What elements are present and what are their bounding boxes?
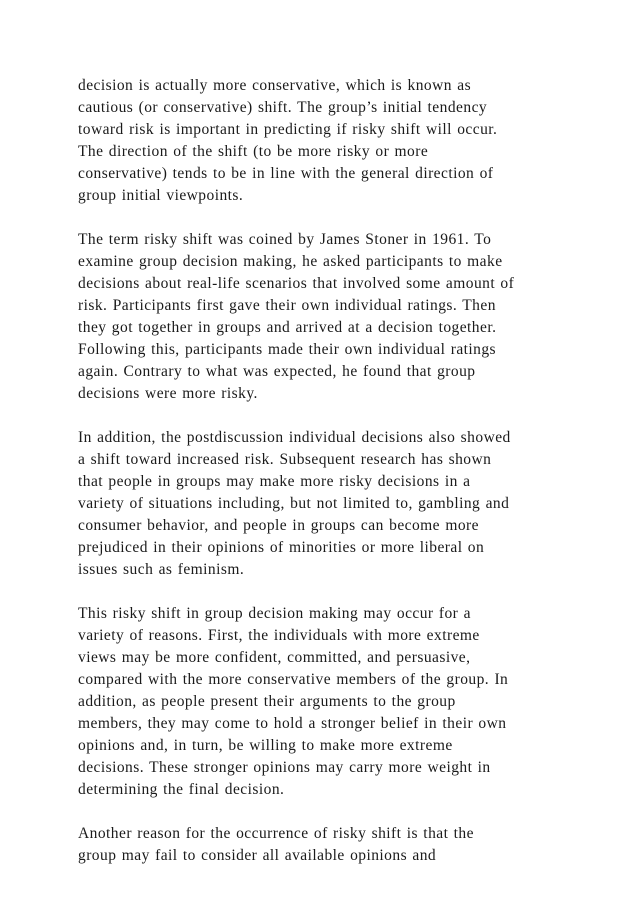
text-line: views may be more confident, committed, and persuasive, xyxy=(78,649,471,666)
paragraph xyxy=(78,229,578,405)
text-line: Following this, participants made their own individual ratings xyxy=(78,341,497,358)
text-line: This risky shift in group decision making may occur for a xyxy=(78,605,471,622)
text-line: conservative) tends to be in line with the general direction of xyxy=(78,165,494,182)
text-line: The term risky shift was coined by James Stoner in 1961. To xyxy=(78,231,492,248)
text-line: addition, as people present their arguments to the group xyxy=(78,693,456,710)
text-line: decision is actually more conservative, which is known as xyxy=(78,77,472,94)
text-line: In addition, the postdiscussion individual decisions also showed xyxy=(78,429,511,446)
text-line: decisions were more risky. xyxy=(78,385,258,402)
text-line: variety of reasons. First, the individuals with more extreme xyxy=(78,627,480,644)
paragraph xyxy=(78,75,578,207)
document-body xyxy=(78,75,578,889)
paragraph xyxy=(78,823,578,867)
text-line: decisions. These stronger opinions may carry more weight in xyxy=(78,759,491,776)
text-line: prejudiced in their opinions of minorities or more liberal on xyxy=(78,539,485,556)
text-line: examine group decision making, he asked participants to make xyxy=(78,253,503,270)
text-line: they got together in groups and arrived at a decision together. xyxy=(78,319,497,336)
text-line: group may fail to consider all available opinions and xyxy=(78,847,437,864)
text-line: again. Contrary to what was expected, he found that group xyxy=(78,363,476,380)
text-line: consumer behavior, and people in groups can become more xyxy=(78,517,479,534)
text-line: toward risk is important in predicting if risky shift will occur. xyxy=(78,121,498,138)
text-line: cautious (or conservative) shift. The group’s initial tendency xyxy=(78,99,488,116)
text-line: Another reason for the occurrence of risky shift is that the xyxy=(78,825,474,842)
text-line: decisions about real-life scenarios that involved some amount of xyxy=(78,275,515,292)
text-line: opinions and, in turn, be willing to make more extreme xyxy=(78,737,453,754)
text-line: variety of situations including, but not limited to, gambling and xyxy=(78,495,510,512)
text-line: issues such as feminism. xyxy=(78,561,245,578)
text-line: determining the final decision. xyxy=(78,781,285,798)
text-line: a shift toward increased risk. Subsequent research has shown xyxy=(78,451,492,468)
text-line: members, they may come to hold a stronger belief in their own xyxy=(78,715,507,732)
paragraph xyxy=(78,427,578,581)
text-line: compared with the more conservative members of the group. In xyxy=(78,671,509,688)
text-line: risk. Participants first gave their own individual ratings. Then xyxy=(78,297,496,314)
text-line: The direction of the shift (to be more risky or more xyxy=(78,143,429,160)
paragraph xyxy=(78,603,578,801)
text-line: group initial viewpoints. xyxy=(78,187,244,204)
text-line: that people in groups may make more risky decisions in a xyxy=(78,473,471,490)
